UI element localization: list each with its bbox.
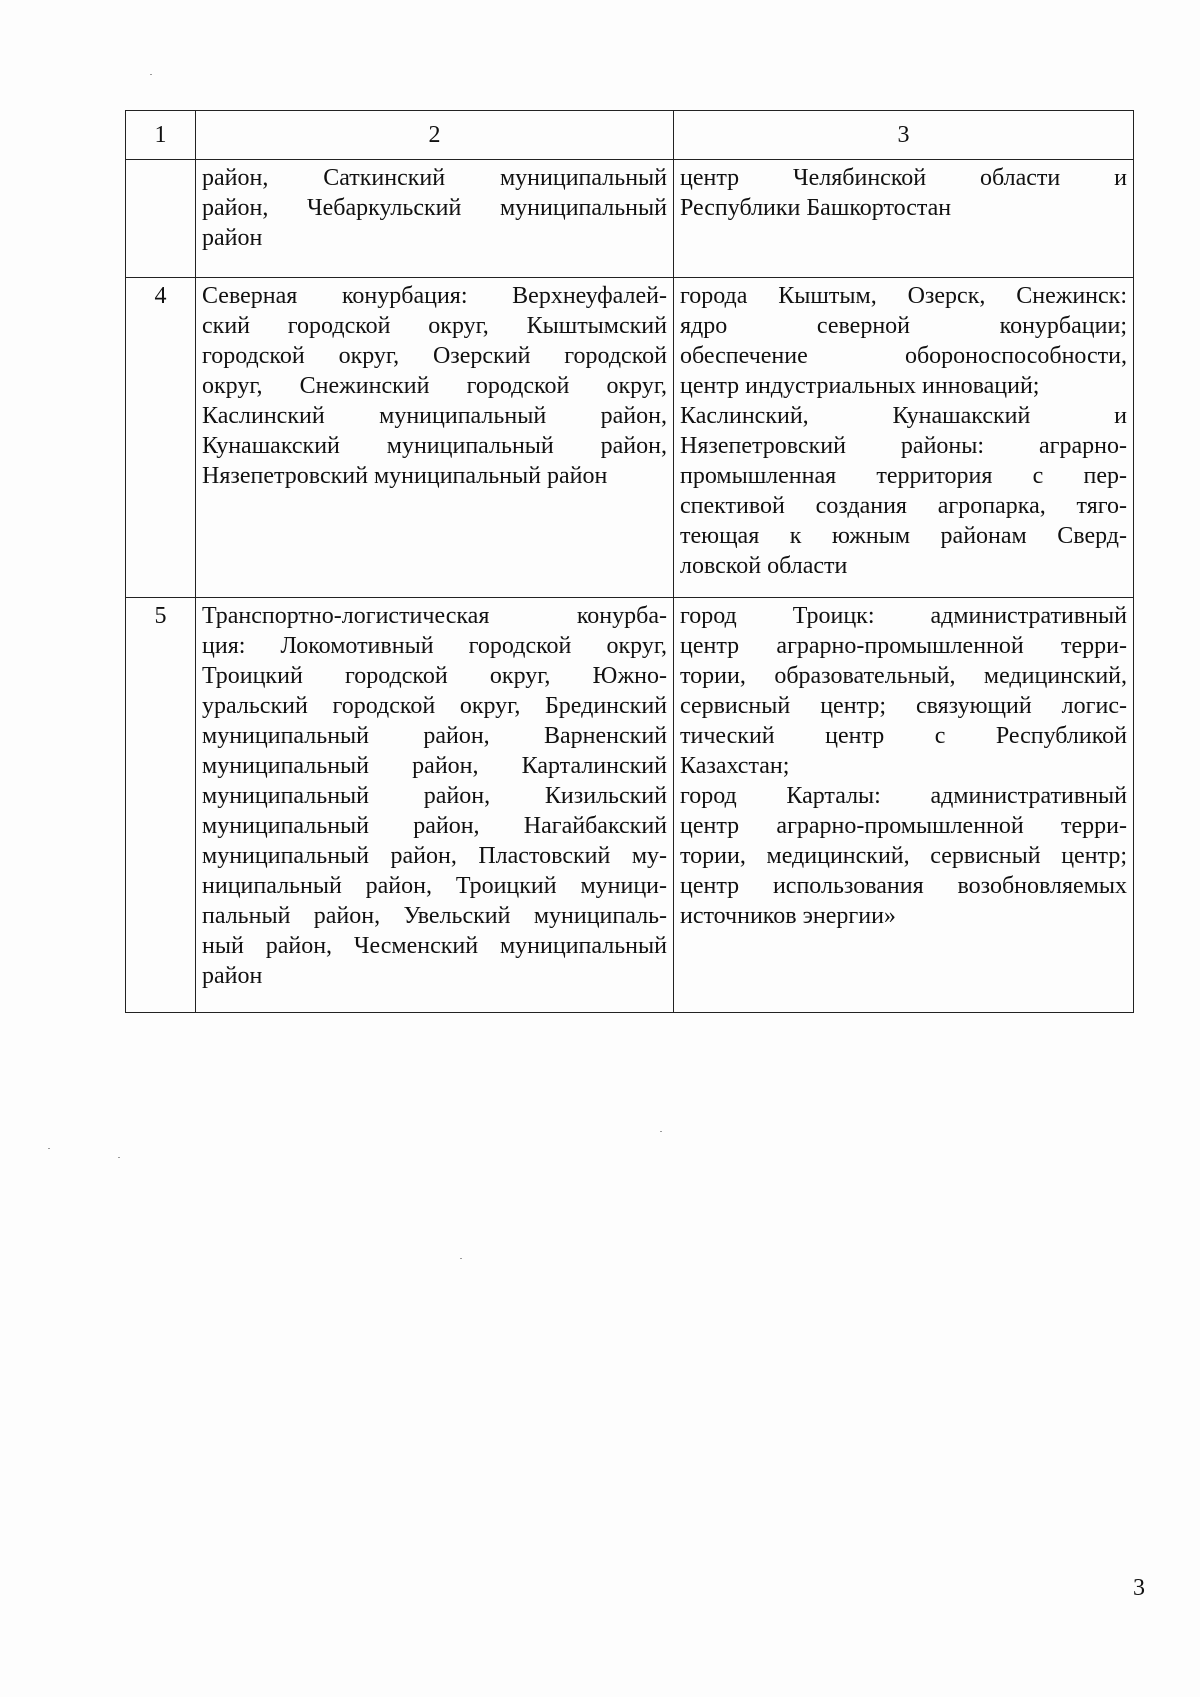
text-line: ядро северной конурбации; — [680, 313, 1127, 339]
header-col-2: 2 — [196, 111, 674, 160]
text-line: муниципальный район, Карталинский — [202, 753, 667, 779]
text-line: район — [202, 225, 263, 251]
scan-speck — [118, 1157, 120, 1158]
text-line: ниципальный район, Троицкий муници- — [202, 873, 667, 899]
text-line: центр Челябинской области и — [680, 165, 1127, 191]
text-line: ловской области — [680, 553, 848, 579]
row-number: 4 — [126, 278, 196, 598]
text-line: пальный район, Увельский муниципаль- — [202, 903, 667, 929]
table-row — [126, 598, 1134, 1013]
table-header-row — [126, 111, 1134, 160]
text-line: источников энергии» — [680, 903, 896, 929]
function-cell — [674, 278, 1134, 598]
text-line: Северная конурбация: Верхнеуфалей- — [202, 283, 667, 309]
scan-speck — [150, 74, 152, 75]
text-line: город Карталы: административный — [680, 783, 1127, 809]
text-line: район, Саткинский муниципальный — [202, 165, 667, 191]
text-line: обеспечение обороноспособности, — [680, 343, 1127, 369]
text-line: центр индустриальных инноваций; — [680, 373, 1040, 399]
text-line: Нязепетровский районы: аграрно- — [680, 433, 1127, 459]
function-cell — [674, 160, 1134, 278]
text-line: Каслинский муниципальный район, — [202, 403, 667, 429]
header-col-1: 1 — [126, 111, 196, 160]
text-line: Кунашакский муниципальный район, — [202, 433, 667, 459]
text-line: тории, медицинский, сервисный центр; — [680, 843, 1127, 869]
text-line: Транспортно-логистическая конурба- — [202, 603, 667, 629]
text-line: тории, образовательный, медицинский, — [680, 663, 1127, 689]
text-line: Нязепетровский муниципальный район — [202, 463, 608, 489]
text-line: центр аграрно-промышленной терри- — [680, 813, 1127, 839]
text-line: сервисный центр; связующий логис- — [680, 693, 1127, 719]
table-row — [126, 160, 1134, 278]
header-col-3: 3 — [674, 111, 1134, 160]
text-line: ция: Локомотивный городской округ, — [202, 633, 667, 659]
regions-table — [125, 110, 1134, 1013]
text-line: муниципальный район, Пластовский му- — [202, 843, 667, 869]
text-line: район — [202, 963, 263, 989]
scan-speck — [460, 1258, 462, 1259]
text-line: Казахстан; — [680, 753, 790, 779]
text-line: муниципальный район, Кизильский — [202, 783, 667, 809]
territory-cell — [196, 598, 674, 1013]
text-line: городской округ, Озерский городской — [202, 343, 667, 369]
text-line: округ, Снежинский городской округ, — [202, 373, 667, 399]
text-line: центр аграрно-промышленной терри- — [680, 633, 1127, 659]
scan-speck — [48, 1148, 50, 1149]
text-line: муниципальный район, Варненский — [202, 723, 667, 749]
territory-cell — [196, 278, 674, 598]
function-cell — [674, 598, 1134, 1013]
text-line: ский городской округ, Кыштымский — [202, 313, 667, 339]
text-line: центр использования возобновляемых — [680, 873, 1127, 899]
text-line: Троицкий городской округ, Южно- — [202, 663, 667, 689]
text-line: ный район, Чесменский муниципальный — [202, 933, 667, 959]
table-row — [126, 278, 1134, 598]
text-line: Республики Башкортостан — [680, 195, 952, 221]
scan-speck — [660, 1131, 662, 1132]
row-number: 5 — [126, 598, 196, 1013]
territory-cell — [196, 160, 674, 278]
text-line: теющая к южным районам Сверд- — [680, 523, 1127, 549]
text-line: муниципальный район, Нагайбакский — [202, 813, 667, 839]
page-number: 3 — [1133, 1575, 1145, 1601]
row-number — [126, 160, 196, 278]
text-line: промышленная территория с пер- — [680, 463, 1127, 489]
text-line: город Троицк: административный — [680, 603, 1127, 629]
text-line: Каслинский, Кунашакский и — [680, 403, 1127, 429]
text-line: тический центр с Республикой — [680, 723, 1127, 749]
text-line: район, Чебаркульский муниципальный — [202, 195, 667, 221]
text-line: города Кыштым, Озерск, Снежинск: — [680, 283, 1127, 309]
text-line: спективой создания агропарка, тяго- — [680, 493, 1127, 519]
text-line: уральский городской округ, Брединский — [202, 693, 667, 719]
